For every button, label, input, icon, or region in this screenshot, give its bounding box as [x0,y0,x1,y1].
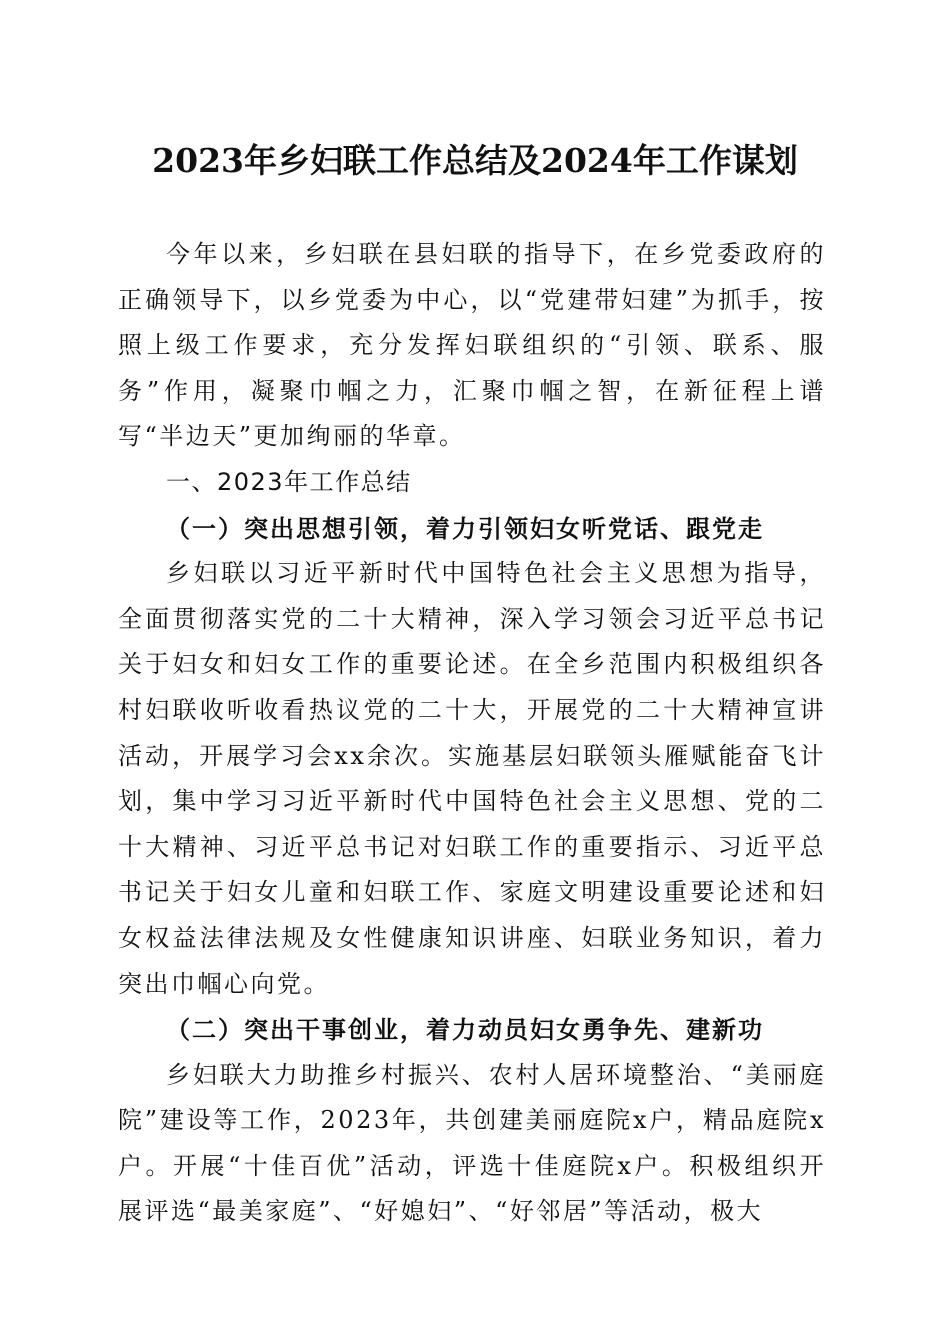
document-body [118,232,826,1235]
intro-paragraph: 今年以来，乡妇联在县妇联的指导下，在乡党委政府的正确领导下，以乡党委为中心，以“党建带妇建”为抓手，按照上级工作要求，充分发挥妇联组织的“引领、联系、服务”作用，凝聚巾帼之力，汇聚巾帼之智，在新征程上谱写“半边天”更加绚丽的华章。 [118,240,826,451]
subsection-paragraph-1: 乡妇联以习近平新时代中国特色社会主义思想为指导，全面贯彻落实党的二十大精神，深入学习领会习近平总书记关于妇女和妇女工作的重要论述。在全乡范围内积极组织各村妇联收听收看热议党的二十大，开展党的二十大精神宣讲活动，开展学习会xx余次。实施基层妇联领头雁赋能奋飞计划，集中学习习近平新时代中国特色社会主义思想、党的二十大精神、习近平总书记对妇联工作的重要指示、习近平总书记关于妇女儿童和妇联工作、家庭文明建设重要论述和妇女权益法律法规及女性健康知识讲座、妇联业务知识，着力突出巾帼心向党。 [118,559,826,998]
subsection-heading-2: （二）突出干事创业，着力动员妇女勇争先、建新功 [166,1015,764,1045]
subsection-paragraph-2: 乡妇联大力助推乡村振兴、农村人居环境整治、“美丽庭院”建设等工作，2023年，共创建美丽庭院x户，精品庭院x户。开展“十佳百优”活动，评选十佳庭院x户。积极组织开展评选“最美家庭”、“好媳妇”、“好邻居”等活动，极大 [118,1060,826,1226]
document-title: 2023年乡妇联工作总结及2024年工作谋划 [152,141,798,180]
section-heading-1: 一、2023年工作总结 [166,467,412,496]
subsection-heading-1: （一）突出思想引领，着力引领妇女听党话、跟党走 [166,513,764,543]
